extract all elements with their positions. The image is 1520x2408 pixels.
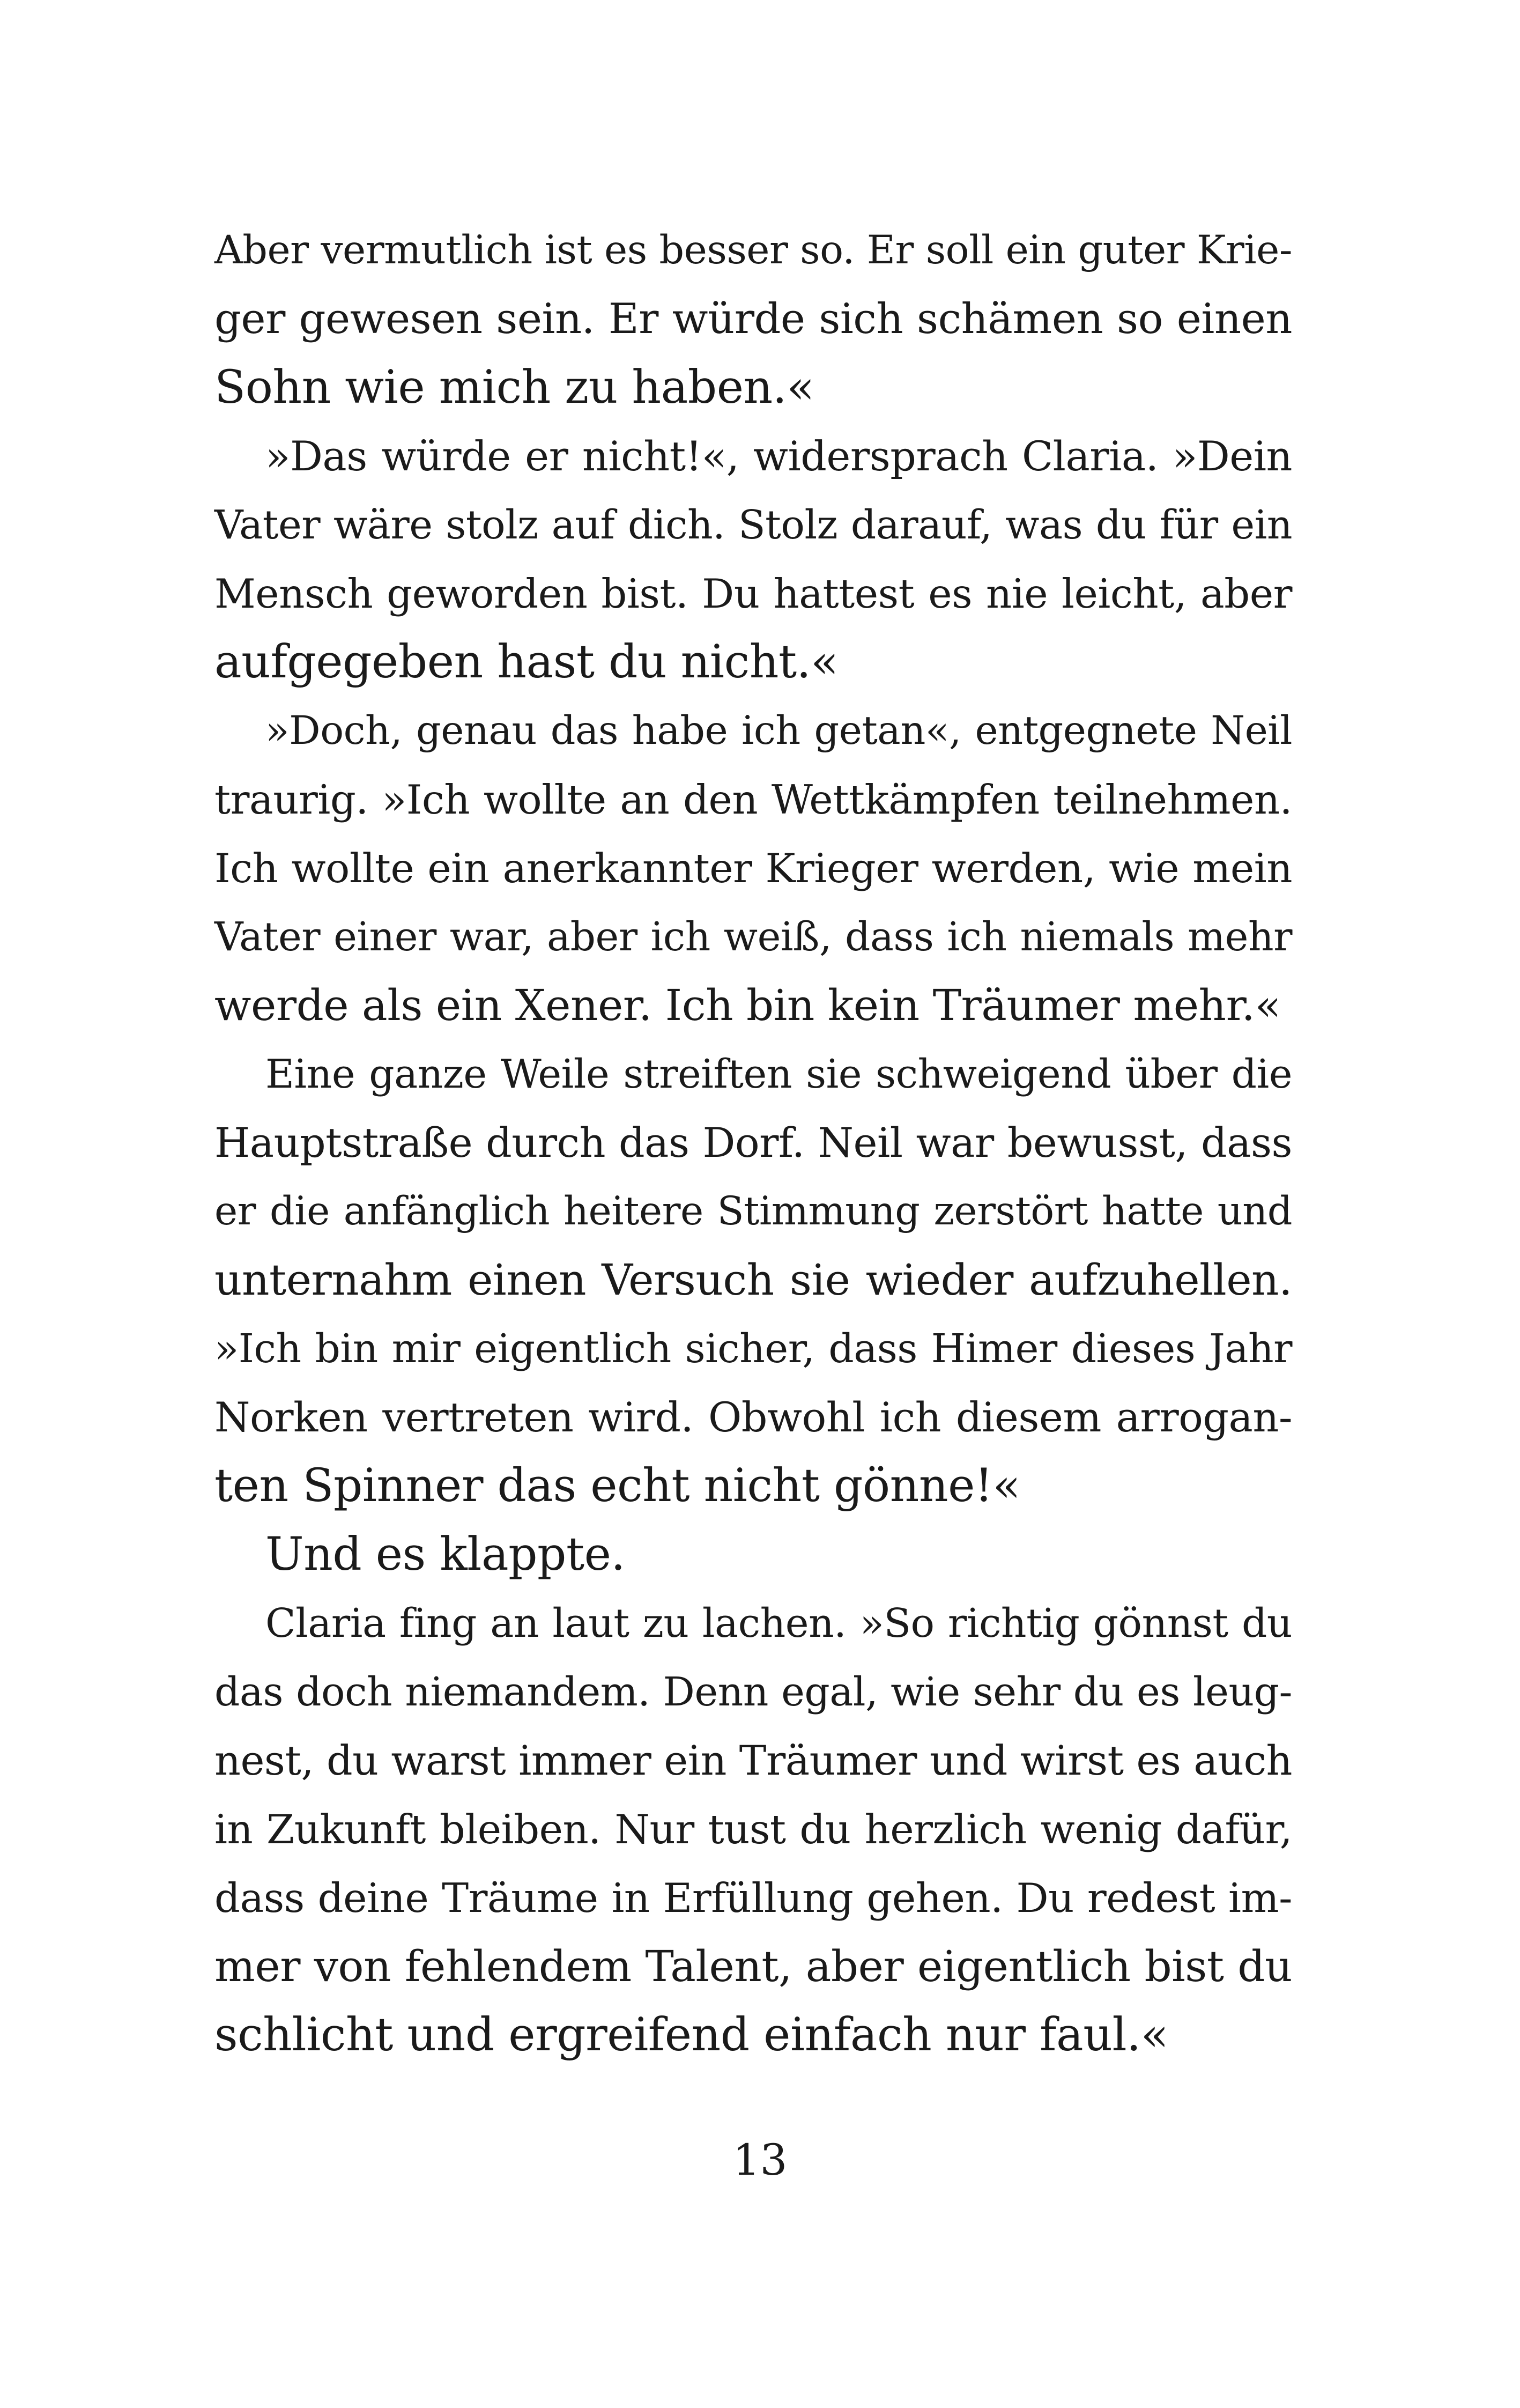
- text-line: Claria fing an laut zu lachen. »So richtig gönnst du: [265, 1600, 1292, 1646]
- text-line: Ich wollte ein anerkannter Krieger werden, wie mein: [214, 845, 1292, 892]
- text-line: »Doch, genau das habe ich getan«, entgegnete Neil: [265, 708, 1292, 754]
- text-line: werde als ein Xener. Ich bin kein Träumer mehr.«: [214, 980, 1281, 1030]
- text-line: Sohn wie mich zu haben.«: [214, 361, 814, 414]
- page-number: 13: [732, 2135, 788, 2185]
- text-line: unternahm einen Versuch sie wieder aufzuhellen.: [214, 1255, 1292, 1305]
- text-line: traurig. »Ich wollte an den Wettkämpfen teilnehmen.: [214, 776, 1292, 823]
- text-line: Aber vermutlich ist es besser so. Er soll ein guter Krie-: [214, 227, 1292, 273]
- body-text: [214, 216, 1292, 2070]
- text-line: »Ich bin mir eigentlich sicher, dass Himer dieses Jahr: [214, 1326, 1292, 1372]
- text-line: aufgegeben hast du nicht.«: [214, 636, 839, 689]
- text-line: Und es klappte.: [265, 1528, 625, 1581]
- text-line: ger gewesen sein. Er würde sich schämen so einen: [214, 295, 1292, 343]
- text-line: Mensch geworden bist. Du hattest es nie leicht, aber: [214, 570, 1292, 617]
- paragraph: [214, 1520, 1292, 1589]
- paragraph: [214, 216, 1292, 422]
- text-line: dass deine Träume in Erfüllung gehen. Du redest im-: [214, 1874, 1292, 1922]
- paragraph: [214, 1040, 1292, 1520]
- text-line: schlicht und ergreifend einfach nur faul.«: [214, 2008, 1169, 2062]
- text-line: mer von fehlendem Talent, aber eigentlich bist du: [214, 1941, 1292, 1991]
- text-line: nest, du warst immer ein Träumer und wirst es auch: [214, 1737, 1292, 1784]
- text-line: Eine ganze Weile streiften sie schweigend über die: [265, 1051, 1292, 1097]
- text-line: er die anfänglich heitere Stimmung zerstört hatte und: [214, 1188, 1292, 1234]
- text-line: Vater einer war, aber ich weiß, dass ich niemals mehr: [214, 914, 1292, 960]
- text-line: das doch niemandem. Denn egal, wie sehr du es leug-: [214, 1669, 1292, 1715]
- text-line: ten Spinner das echt nicht gönne!«: [214, 1459, 1021, 1512]
- paragraph: [214, 1589, 1292, 2070]
- text-line: Hauptstraße durch das Dorf. Neil war bewusst, dass: [214, 1119, 1292, 1166]
- text-line: Vater wäre stolz auf dich. Stolz darauf, was du für ein: [214, 502, 1292, 548]
- text-line: »Das würde er nicht!«, widersprach Claria. »Dein: [265, 432, 1292, 480]
- paragraph: [214, 697, 1292, 1040]
- paragraph: [214, 422, 1292, 697]
- text-line: Norken vertreten wird. Obwohl ich diesem arrogan-: [214, 1393, 1292, 1441]
- text-line: in Zukunft bleiben. Nur tust du herzlich wenig dafür,: [214, 1806, 1292, 1853]
